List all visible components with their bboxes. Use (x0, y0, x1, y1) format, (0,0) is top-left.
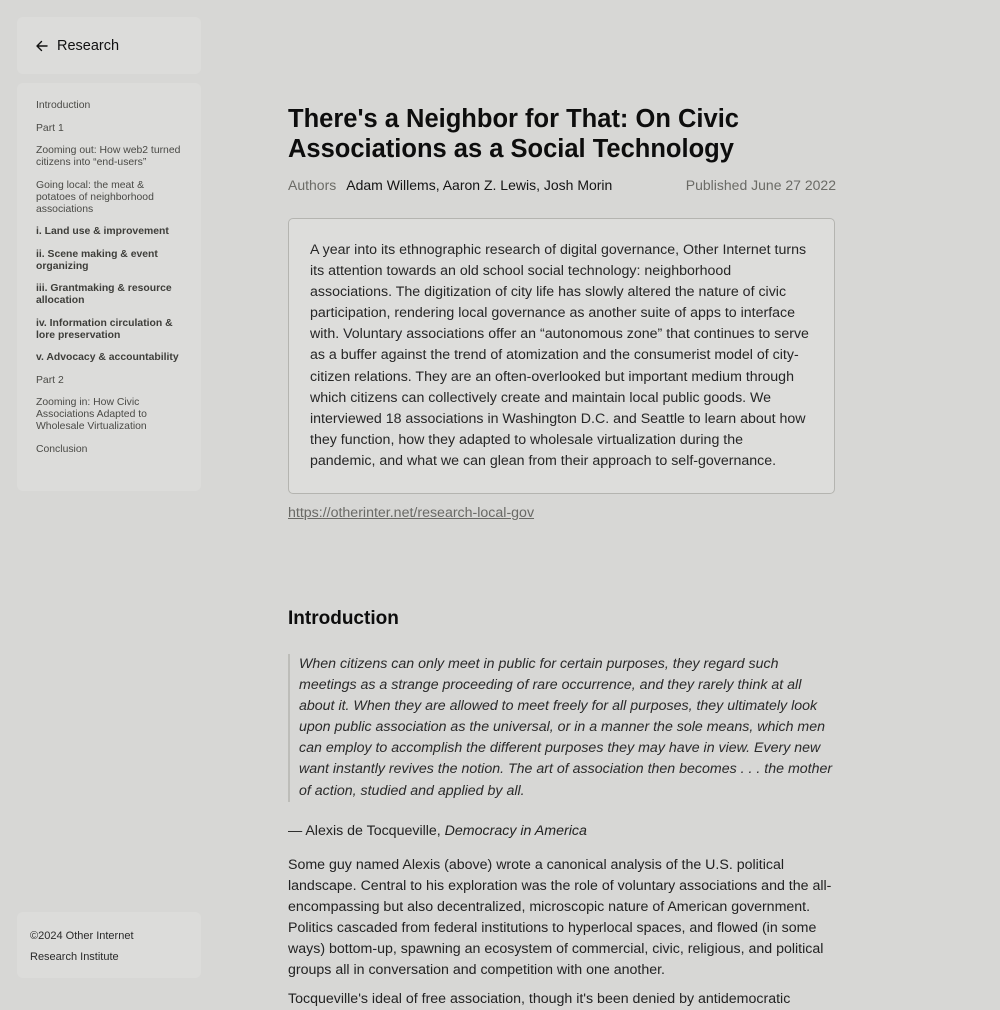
table-of-contents (17, 83, 201, 491)
copyright-line-1: ©2024 Other Internet (30, 930, 134, 942)
authors-label: Authors (288, 177, 337, 193)
toc-item[interactable]: ii. Scene making & event organizing (36, 248, 158, 272)
quote-attribution (288, 823, 587, 839)
toc-item[interactable]: Introduction (36, 100, 91, 111)
article-title: There's a Neighbor for That: On Civic Associations as a Social Technology (288, 105, 739, 163)
article-meta (288, 177, 836, 193)
back-label: Research (57, 37, 120, 54)
copyright-footer (17, 912, 201, 978)
toc-item[interactable]: Part 1 (36, 122, 64, 134)
toc-item[interactable]: Going local: the meat & potatoes of neighborhood associations (36, 179, 154, 215)
section-heading-introduction: Introduction (288, 608, 399, 629)
toc-item[interactable]: iii. Grantmaking & resource allocation (36, 283, 172, 306)
tocqueville-quote: When citizens can only meet in public for certain purposes, they regard such meetings as a strange proceeding of rare occurrence, and they rarely think at all about it. When they are allowed to meet freely for all purposes, they ultimately look upon public association as the universal, or in a manner the sole means, which men can employ to accomplish the different purposes they may have in view. Every new want instantly revives the notion. The art of association then becomes . . . the mother of action, studied and applied by all. (288, 654, 836, 802)
research-url-link[interactable]: https://otherinter.net/research-local-gov (288, 505, 535, 521)
body-paragraph: Some guy named Alexis (above) wrote a canonical analysis of the U.S. political landscape. Central to his exploration was the role of voluntary associations and the all-encompassing but also decentralized, microscopic nature of American government. Politics cascaded from federal institutions to hyperlocal spaces, and flowed (in some ways) bottom-up, spawning an ecosystem of commercial, civic, religious, and political groups all in conversation and competition with one another. (288, 857, 832, 979)
attribution-work: Democracy in America (444, 823, 587, 839)
toc-item[interactable]: Zooming out: How web2 turned citizens into “end-users” (36, 145, 181, 168)
toc-item[interactable]: v. Advocacy & accountability (36, 352, 179, 363)
toc-item[interactable]: iv. Information circulation & lore preservation (36, 317, 173, 341)
abstract-box: A year into its ethnographic research of digital governance, Other Internet turns its attention towards an old school social technology: neighborhood associations. The digitization of city life has slowly altered the nature of civic participation, rendering local governance as another suite of apps to interface with. Voluntary associations offer an “autonomous zone” that continues to serve as a buffer against the trend of atomization and the consumerist model of city-citizen relations. They are an often-overlooked but important medium through which citizens can collectively create and maintain local public goods. We interviewed 18 associations in Washington D.C. and Seattle to learn about how they function, how they adapted to wholesale virtualization during the pandemic, and what we can glean from their approach to self-governance. (288, 218, 835, 494)
copyright-line-2: Research Institute (30, 951, 119, 963)
toc-item[interactable]: i. Land use & improvement (36, 226, 169, 237)
back-to-research-link[interactable] (17, 17, 201, 74)
toc-item[interactable]: Zooming in: How Civic Associations Adapted to Wholesale Virtualization (36, 397, 147, 432)
attribution-prefix: — Alexis de Tocqueville, (288, 823, 445, 839)
body-paragraph-2: Tocqueville's ideal of free association, though it's been denied by antidemocratic (288, 991, 791, 1007)
toc-item[interactable]: Conclusion (36, 443, 88, 455)
authors-names: Adam Willems, Aaron Z. Lewis, Josh Morin (346, 177, 613, 193)
arrow-left-icon (35, 39, 49, 53)
toc-item[interactable]: Part 2 (36, 374, 64, 386)
published-date: Published June 27 2022 (685, 177, 836, 193)
